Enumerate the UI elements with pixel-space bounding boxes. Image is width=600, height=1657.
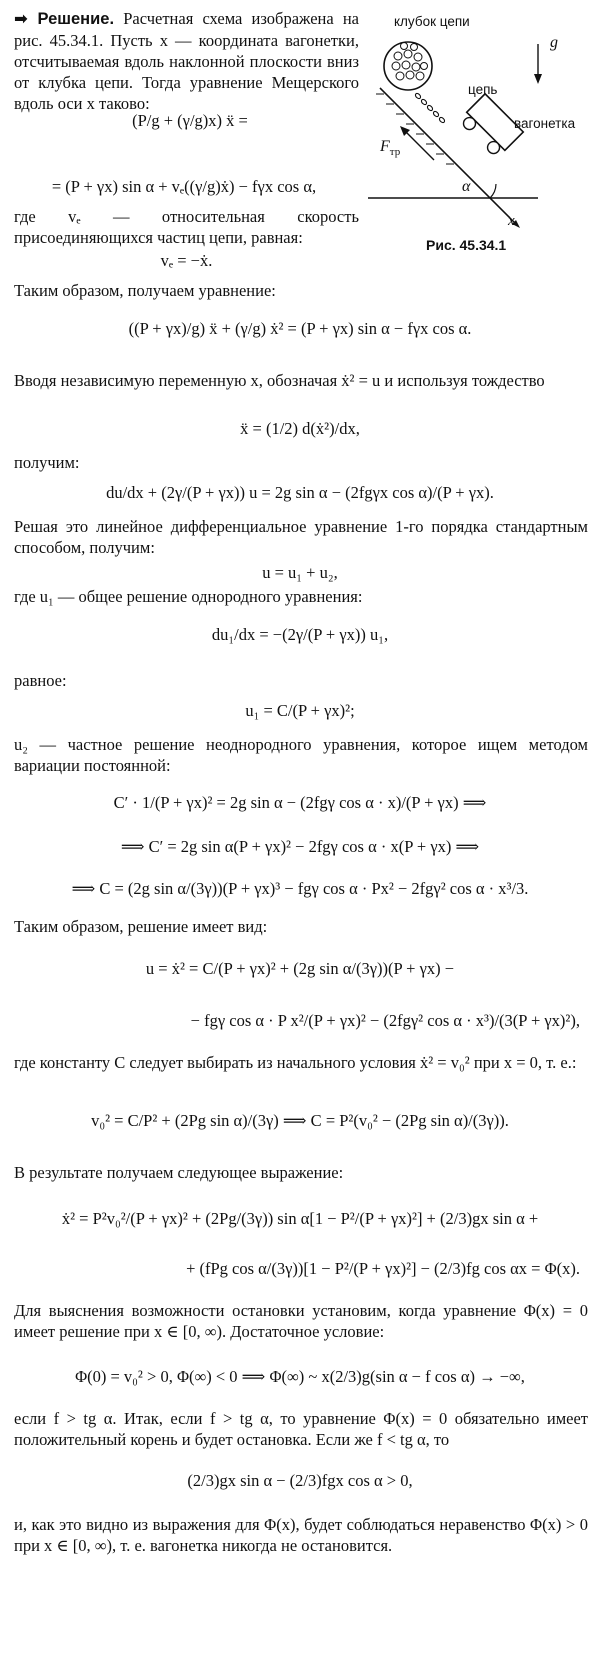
equation-sufficient: Φ(0) = v₀² > 0, Φ(∞) < 0 ⟹ Φ(∞) ~ x(2/3)g(sin α − f cos α) → −∞, — [75, 1367, 525, 1386]
paragraph-u1: где u₁ — общее решение однородного уравнения: — [14, 587, 363, 606]
label-cart: вагонетка — [514, 116, 576, 131]
paragraph-ve-def: где vₑ — относительная скорость присоединяющихся частиц цепи, равная: — [14, 207, 359, 247]
paragraph-obtain: Таким образом, получаем уравнение: — [14, 281, 276, 300]
paragraph-substitution: Вводя независимую переменную x, обозначая ẋ² = u и используя тождество — [14, 371, 545, 390]
paragraph-constant: где константу C следует выбирать из начального условия ẋ² = v₀² при x = 0, т. е.: — [14, 1053, 577, 1072]
equation-ve: vₑ = −ẋ. — [160, 251, 213, 270]
equation-initial-condition: v₀² = C/P² + (2Pg sin α)/(3γ) ⟹ C = P²(v₀² − (2Pg sin α)/(3γ)). — [91, 1111, 509, 1130]
equation-homogeneous: du₁/dx = −(2γ/(P + γx)) u₁, — [211, 625, 389, 644]
equation-u-solution-2: − fgγ cos α · P x²/(P + γx)² − (2fgγ² cos α · x³)/(3(P + γx)²), — [190, 1011, 580, 1030]
equation-c: ⟹ C = (2g sin α/(3γ))(P + γx)³ − fgγ cos α · Px² − 2fgγ² cos α · x³/3. — [71, 879, 529, 898]
paragraph-result: В результате получаем следующее выражение: — [14, 1163, 344, 1182]
paragraph-if-f: если f > tg α. Итак, если f > tg α, то уравнение Φ(x) = 0 обязательно имеет положительный корень и будет остановка. Если же f < tg α, то — [14, 1409, 588, 1449]
label-chain: цепь — [468, 82, 498, 97]
solution-heading: Решение. — [37, 10, 115, 28]
equation-u-solution-1: u = ẋ² = C/(P + γx)² + (2g sin α/(3γ))(P + γx) − — [145, 959, 455, 978]
equation-u-sum: u = u₁ + u₂, — [262, 563, 338, 582]
paragraph-solve: Решая это линейное дифференциальное уравнение 1-го порядка стандартным способом, получим: — [14, 517, 588, 557]
equation-c-prime-2: ⟹ C′ = 2g sin α(P + γx)² − 2fgγ cos α · x(P + γx) ⟹ — [120, 837, 480, 856]
arrow-marker-icon: ➡ — [14, 10, 38, 28]
label-g: g — [550, 34, 558, 51]
equation-linear-ode: du/dx + (2γ/(P + γx)) u = 2g sin α − (2fgγx cos α)/(P + γx). — [106, 483, 494, 502]
equation-main: ((P + γx)/g) ẍ + (γ/g) ẋ² = (P + γx) sin α − fγx cos α. — [128, 319, 472, 338]
equation-c-prime: C′ · 1/(P + γx)² = 2g sin α − (2fgγ cos α · x)/(P + γx) ⟹ — [113, 793, 487, 812]
equation-u1: u₁ = C/(P + γx)²; — [245, 701, 355, 720]
label-alpha: α — [462, 178, 471, 195]
equation-inequality: (2/3)gx sin α − (2/3)fgx cos α > 0, — [187, 1471, 413, 1490]
equation-phi-2: + (fPg cos α/(3γ))[1 − P²/(P + γx)²] − (2/3)fg cos αx = Φ(x). — [186, 1259, 580, 1278]
paragraph-intro — [14, 8, 359, 114]
equation-meshchersky-lhs: (P/g + (γ/g)x) ẍ = — [132, 111, 248, 130]
label-F: $F_{тр}$ — [380, 138, 401, 159]
chain — [414, 92, 445, 123]
label-coil: клубок цепи — [394, 14, 470, 29]
gravity-arrowhead — [534, 74, 542, 84]
chain-coil — [384, 42, 432, 90]
equation-meshchersky-rhs: = (P + γx) sin α + vₑ((γ/g)ẋ) − fγx cos α, — [51, 177, 317, 196]
alpha-arc — [490, 184, 496, 198]
paragraph-get: получим: — [14, 453, 80, 472]
paragraph-conclusion: и, как это видно из выражения для Φ(x), будет соблюдаться неравенство Φ(x) > 0 при x ∈ [0, ∞), т. е. вагонетка никогда не остановится. — [14, 1515, 588, 1555]
intro-text: Расчетная схема изображена на рис. 45.34.1. Пусть x — координата вагонетки, отсчитываемая вдоль наклонной плоскости вниз от клубка цепи. Тогда уравнение Мещерского вдоль оси x таково: — [14, 9, 359, 113]
paragraph-stop-condition: Для выяснения возможности остановки установим, когда уравнение Φ(x) = 0 имеет решение при x ∈ [0, ∞). Достаточное условие: — [14, 1301, 588, 1341]
label-x: x — [508, 213, 515, 229]
figure-caption: Рис. 45.34.1 — [426, 237, 507, 253]
paragraph-solution-form: Таким образом, решение имеет вид: — [14, 917, 268, 936]
paragraph-equal: равное: — [14, 671, 67, 690]
paragraph-u2: u₂ — частное решение неоднородного уравнения, которое ищем методом вариации постоянной: — [14, 735, 588, 775]
equation-phi-1: ẋ² = P²v₀²/(P + γx)² + (2Pg/(3γ)) sin α[1 − P²/(P + γx)²] + (2/3)gx sin α + — [61, 1209, 539, 1228]
equation-identity: ẍ = (1/2) d(ẋ²)/dx, — [240, 419, 360, 438]
